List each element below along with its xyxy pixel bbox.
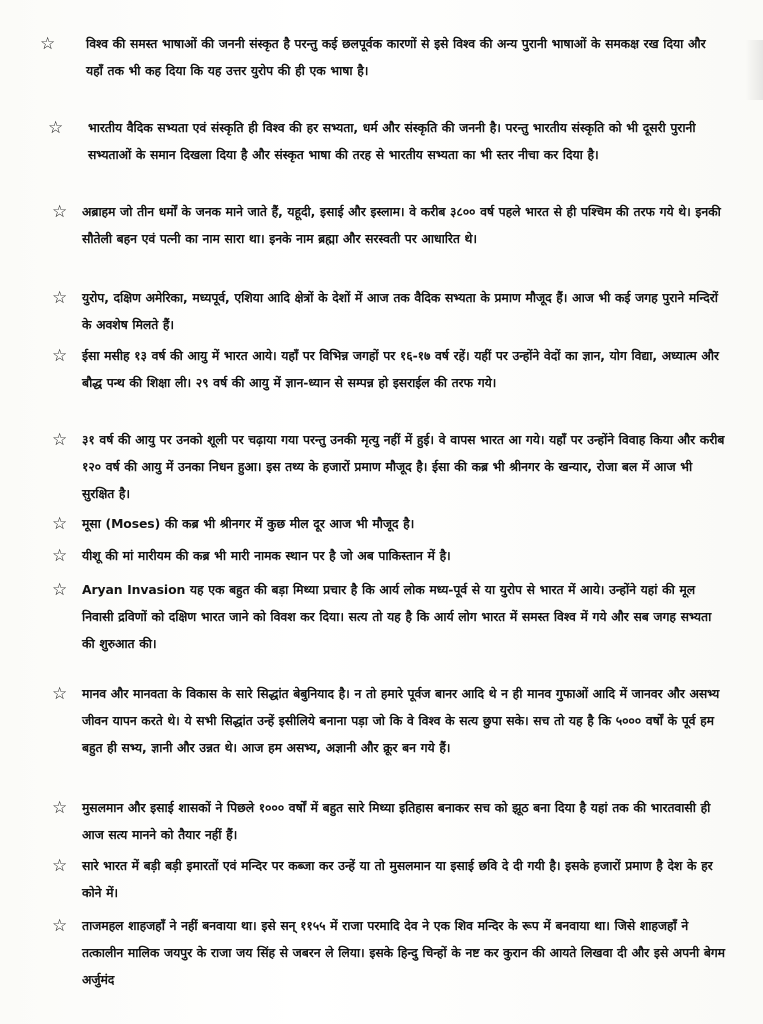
paragraph-text: सारे भारत में बड़ी बड़ी इमारतों एवं मन्दिर पर कब्जा कर उन्हें या तो मुसलमान या इसाई छवि दे दी गयी है। इसके हजारों प्रमाण है देश के हर कोने में। bbox=[82, 858, 713, 900]
star-bullet-icon: ☆ bbox=[52, 546, 68, 566]
star-bullet-icon: ☆ bbox=[40, 34, 56, 54]
star-bullet-icon: ☆ bbox=[52, 684, 68, 704]
paragraph-text: मूसा (Moses) की कब्र भी श्रीनगर में कुछ मील दूर आज भी मौजूद है। bbox=[82, 516, 415, 531]
star-bullet-icon: ☆ bbox=[52, 514, 68, 534]
paragraph-text: विश्व की समस्त भाषाओं की जननी संस्कृत है परन्तु कई छलपूर्वक कारणों से इसे विश्व की अन्य पुरानी भाषाओं के समकक्ष रख दिया और यहाँ तक भी कह दिया कि यह उत्तर युरोप की ही एक भाषा है। bbox=[86, 36, 706, 78]
star-bullet-icon: ☆ bbox=[52, 798, 68, 818]
paragraph-text: ३१ वर्ष की आयु पर उनको शूली पर चढ़ाया गया परन्तु उनकी मृत्यु नहीं में हुई। वे वापस भारत आ गये। यहाँ पर उन्होंने विवाह किया और करीब १२० वर्ष की आयु में उनका निधन हुआ। इस तथ्य के हजारों प्रमाण मौजूद है। ईसा की कब्र भी श्रीनगर के खन्यार, रोजा बल में आज भी सुरक्षित है। bbox=[82, 432, 725, 501]
paragraph-text: ताजमहल शाहजहाँ ने नहीं बनवाया था। इसे सन् ११५५ में राजा परमादि देव ने एक शिव मन्दिर के रूप में बनवाया था। जिसे शाहजहाँ ने तत्कालीन मालिक जयपुर के राजा जय सिंह से जबरन ले लिया। इसके हिन्दु चिन्हों के नष्ट कर कुरान की आयते लिखवा दी और इसे अपनी बेगम अर्जुमंद bbox=[82, 918, 725, 987]
star-bullet-icon: ☆ bbox=[52, 202, 68, 222]
paragraph-text: युरोप, दक्षिण अमेरिका, मध्यपूर्व, एशिया आदि क्षेत्रों के देशों में आज तक वैदिक सभ्यता के प्रमाण मौजूद हैं। आज भी कई जगह पुराने मन्दिरों के अवशेष मिलते हैं। bbox=[82, 290, 718, 332]
star-bullet-icon: ☆ bbox=[52, 916, 68, 936]
star-bullet-icon: ☆ bbox=[52, 346, 68, 366]
paragraph-text: ईसा मसीह १३ वर्ष की आयु में भारत आये। यहाँ पर विभिन्न जगहों पर १६-१७ वर्ष रहें। यहीं पर उन्होंने वेदों का ज्ञान, योग विद्या, अध्यात्म और बौद्ध पन्थ की शिक्षा ली। २९ वर्ष की आयु में ज्ञान-ध्यान से सम्पन्न हो इसराईल की तरफ गये। bbox=[82, 348, 719, 390]
star-bullet-icon: ☆ bbox=[48, 118, 64, 138]
paragraph-text: Aryan Invasion यह एक बहुत की बड़ा मिथ्या प्रचार है कि आर्य लोक मध्य-पूर्व से या युरोप से भारत में आये। उन्होंने यहां की मूल निवासी द्रविणों को दक्षिण भारत जाने को विवश कर दिया। सत्य तो यह है कि आर्य लोग भारत में समस्त विश्व में गये और सब जगह सभ्यता की शुरुआत की। bbox=[82, 582, 712, 651]
page-edge-shadow bbox=[745, 40, 763, 100]
star-bullet-icon: ☆ bbox=[52, 856, 68, 876]
paragraph-text: मानव और मानवता के विकास के सारे सिद्धांत बेबुनियाद है। न तो हमारे पूर्वज बानर आदि थे न ही मानव गुफाओं आदि में जानवर और असभ्य जीवन यापन करते थे। ये सभी सिद्धांत उन्हें इसीलिये बनाना पड़ा जो कि वे विश्व के सत्य छुपा सके। सच तो यह है कि ५००० वर्षों के पूर्व हम बहुत ही सभ्य, ज्ञानी और उन्नत थे। आज हम असभ्य, अज्ञानी और क्रूर बन गये हैं। bbox=[82, 686, 720, 755]
paragraph-text: अब्राहम जो तीन धर्मों के जनक माने जाते हैं, यहूदी, इसाई और इस्लाम। वे करीब ३८०० वर्ष पहले भारत से ही पश्चिम की तरफ गये थे। इनकी सौतेली बहन एवं पत्नी का नाम सारा था। इनके नाम ब्रह्मा और सरस्वती पर आधारित थे। bbox=[82, 204, 721, 246]
paragraph-text: मुसलमान और इसाई शासकों ने पिछले १००० वर्षों में बहुत सारे मिथ्या इतिहास बनाकर सच को झूठ बना दिया है यहां तक की भारतवासी ही आज सत्य मानने को तैयार नहीं हैं। bbox=[82, 800, 711, 842]
paragraph-text: भारतीय वैदिक सभ्यता एवं संस्कृति ही विश्व की हर सभ्यता, धर्म और संस्कृति की जननी है। परन्तु भारतीय संस्कृति को भी दूसरी पुरानी सभ्यताओं के समान दिखला दिया है और संस्कृत भाषा की तरह से भारतीय सभ्यता का भी स्तर नीचा कर दिया है। bbox=[88, 120, 696, 162]
star-bullet-icon: ☆ bbox=[52, 430, 68, 450]
star-bullet-icon: ☆ bbox=[52, 580, 68, 600]
star-bullet-icon: ☆ bbox=[52, 288, 68, 308]
paragraph-text: यीशू की मां मारीयम की कब्र भी मारी नामक स्थान पर है जो अब पाकिस्तान में है। bbox=[82, 548, 451, 563]
